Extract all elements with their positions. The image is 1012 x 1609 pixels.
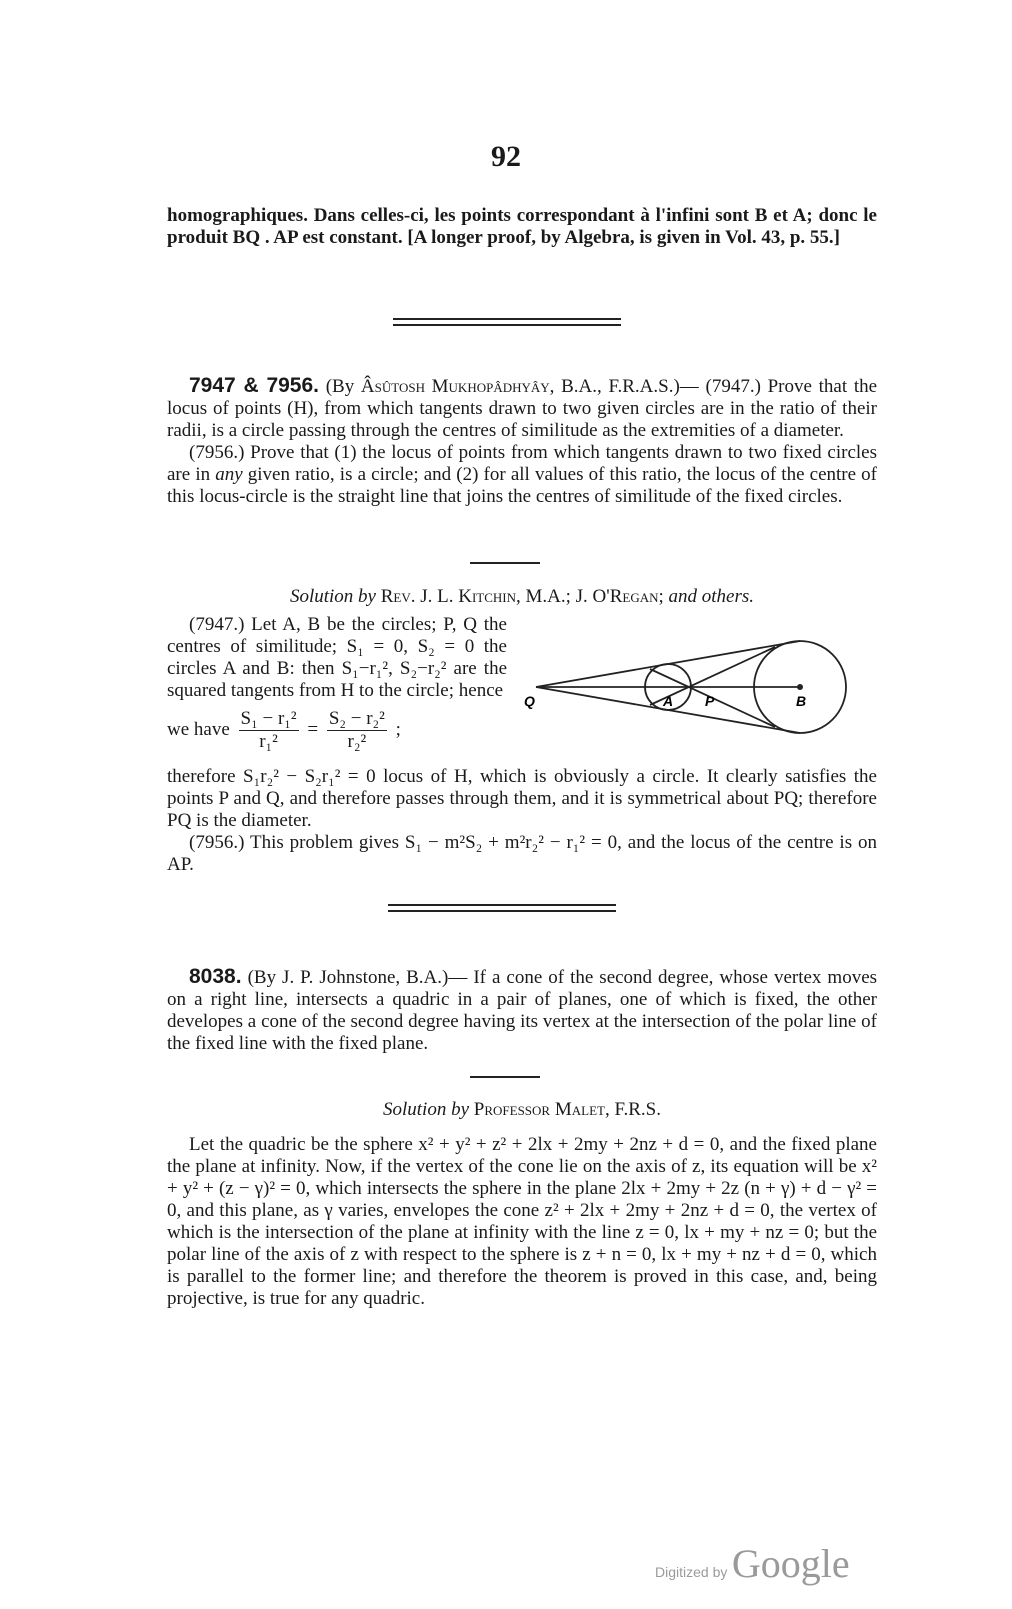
fraction-2 [327,708,387,753]
problem-8038 [167,966,877,1055]
author-prefix: (By [325,376,355,397]
solution-2-text: Let the quadric be the sphere x² + y² + z² + 2lx + 2my + 2nz + d = 0, and the fixed plane the plane at infinity. Now, if the vertex of the cone lie on the axis of z, its equation will be x² + y² + (z − γ)² = 0, which intersects the sphere in the plane 2lx + 2my + 2z (n + γ) + d − γ² = 0, and this plane, as γ varies, envelopes the cone z² + 2lx + 2my + 2nz + d = 0, the vertex of which is the intersection of the plane at infinity with the line z = 0, lx + my + nz = 0; but the polar line of the axis of z with respect to the sphere is z + n = 0, lx + my + nz + d = 0, which is parallel to the former line; and therefore the theorem is proved in this case, and, being projective, is true for any quadric. [167,1134,877,1309]
solution-1-heading [167,586,877,608]
problem-7947-text: (7947.) Prove that the locus of points (H), from which tangents drawn to two given circles are in the ratio of their radii, is a circle passing through the centres of similitude as the extremities of a diameter. [167,376,878,441]
we-have-label: we have [167,718,230,740]
fraction-1-numerator: S₁ − r₁² [240,708,297,729]
section-divider-2-bottom [388,910,616,912]
author-suffix: B.A., F.R.A.S.)— [561,376,699,397]
problem-8038-author: (By J. P. Johnstone, B.A.)— [247,967,468,988]
solution-1-side-text [167,614,507,753]
fraction-2-numerator: S₂ − r₂² [328,708,385,729]
page-number: 92 [491,140,521,173]
equals-sign: = [307,718,319,740]
semicolon: ; [395,718,401,740]
problem-7956-text [167,442,877,508]
section-divider-top [393,318,621,320]
short-rule-2 [470,1076,540,1078]
solution-2-label: Solution by [383,1099,470,1120]
solution-2-body [167,1134,877,1310]
problem-header [167,375,877,442]
label-b: B [796,693,807,709]
solution-1-intro: (7947.) Let A, B be the circles; P, Q the centres of similitude; S₁ = 0, S₂ = 0 the circles A and B: then S₁−r₁², S₂−r₂² are the squared tangents from H to the circle; hence [167,614,507,701]
solution-1-continued [167,766,877,876]
problem-number: 7947 & 7956. [189,374,319,397]
centre-b-dot [797,684,803,690]
section-divider-2-top [388,904,616,906]
solution-label: Solution by [289,586,376,607]
label-p: P [705,693,715,709]
circles-diagram [520,632,860,742]
problem-8038-number: 8038. [189,965,242,988]
fraction-1-denominator: r₁² [259,731,278,752]
solution-7956-text: (7956.) This problem gives S₁ − m²S₂ + m²r₂² − r₁² = 0, and the locus of the centre is on AP. [167,832,877,875]
solution-others: and others. [668,586,755,607]
author-name: Âsûtosh Mukhopâdhyây, [360,376,555,397]
solution-solvers: Rev. J. L. Kitchin, M.A.; J. O'Regan; [380,586,664,607]
continuation-paragraph [167,205,877,249]
problem-7956-part-b: given ratio, is a circle; and (2) for all values of this ratio, the locus of the centre of this locus-circle is the straight line that joins the centres of similitude of the fixed circles. [167,464,877,507]
label-q: Q [524,693,535,709]
label-a: A [663,693,674,709]
problem-8038-statement: If a cone of the second degree, whose vertex moves on a right line, intersects a quadric in a pair of planes, one of which is fixed, the other developes a cone of the second degree having its vertex at the intersection of the polar line of the fixed line with the fixed plane. [167,967,878,1054]
continuation-text: homographiques. Dans celles-ci, les points correspondant à l'infini sont B et A; donc le produit BQ . AP est constant. [A longer proof, by Algebra, is given in Vol. 43, p. 55.] [167,205,877,248]
fraction-1 [239,708,299,753]
problem-8038-text [167,966,877,1055]
problem-7956-any: any [215,464,243,485]
problem-7956-part-a: (7956.) Prove that (1) the locus of points from which tangents drawn to two fixed circles are in [167,442,877,485]
solution-2-solver: Professor Malet, F.R.S. [473,1099,661,1120]
problem-7947-7956 [167,375,877,508]
fraction-2-denominator: r₂² [347,731,367,752]
ratio-equation [167,708,507,753]
digitized-by-label: Digitized by [655,1564,728,1580]
google-watermark [655,1540,850,1587]
short-rule-1 [470,562,540,564]
section-divider-bottom [393,324,621,326]
solution-2-heading [167,1099,877,1121]
solution-1-conclusion: therefore S₁r₂² − S₂r₁² = 0 locus of H, which is obviously a circle. It clearly satisfies the points P and Q, and therefore passes through them, and it is symmetrical about PQ; therefore PQ is the diameter. [167,766,877,831]
google-logo-text: Google [731,1541,850,1586]
